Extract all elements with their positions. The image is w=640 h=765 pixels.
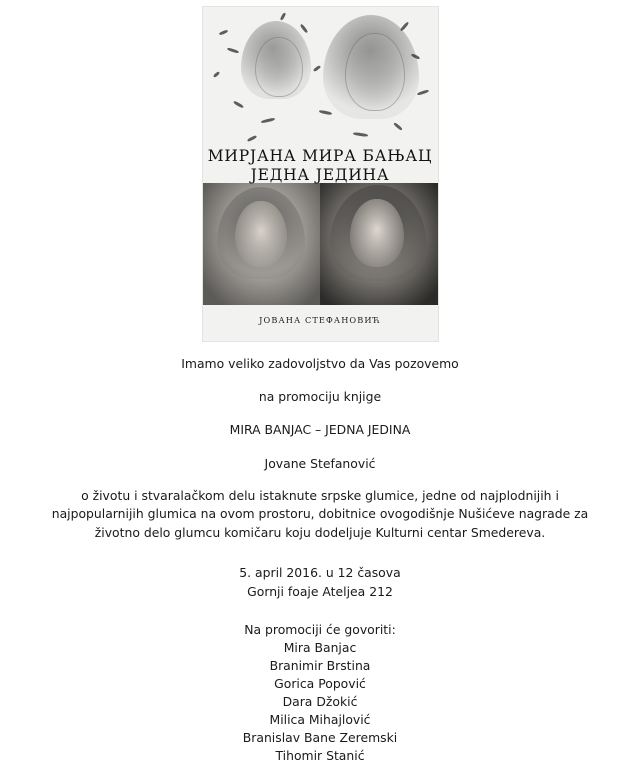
speaker-name: Milica Mihajlović	[269, 712, 371, 728]
sketch-face-right	[345, 33, 405, 111]
cover-title-line-2: ЈЕДНА ЈЕДИНА	[250, 166, 390, 185]
ink-speck	[279, 12, 286, 20]
book-cover-image	[202, 6, 439, 342]
spacer	[35, 473, 605, 487]
ink-speck	[226, 47, 238, 54]
sketch-face-left	[255, 37, 303, 97]
spacer	[35, 601, 605, 621]
speakers-block	[35, 621, 605, 765]
ink-speck	[393, 122, 403, 131]
spacer	[35, 440, 605, 454]
ink-speck	[352, 132, 367, 137]
cover-author-name: ЈОВАНА СТЕФАНОВИЋ	[259, 314, 381, 325]
ink-speck	[312, 65, 320, 72]
cover-title-block	[203, 147, 438, 186]
event-date-time: 5. april 2016. u 12 časova	[239, 564, 401, 580]
ink-speck	[399, 21, 409, 31]
ink-speck	[318, 110, 331, 116]
book-title: MIRA BANJAC – JEDNA JEDINA	[229, 422, 411, 438]
ink-speck	[212, 71, 219, 78]
speakers-heading: Na promociji će govoriti:	[244, 622, 396, 638]
ink-speck	[218, 29, 227, 35]
cover-photo-left	[203, 183, 321, 305]
book-description: o životu i stvaralačkom delu istaknute srpske glumice, jedne od najplodnijih i najpopularnijih glumica na ovom prostoru, dobitnice ovogodišnje Nušićeve nagrade za životno delo glumcu komičaru koju dodeljuje Kulturni centar Smedereva.	[51, 487, 589, 541]
speaker-name: Gorica Popović	[274, 676, 366, 692]
invitation-line-1: Imamo veliko zadovoljstvo da Vas pozovemo	[181, 355, 459, 371]
cover-photo-right	[320, 183, 438, 305]
ink-speck	[246, 135, 256, 142]
speaker-name: Mira Banjac	[283, 640, 357, 656]
cover-bottom-photos	[203, 183, 438, 305]
spacer	[35, 543, 605, 563]
cover-title-line-1: МИРЈАНА МИРА БАЊАЦ	[207, 147, 433, 165]
spacer	[35, 406, 605, 420]
speaker-name: Tihomir Stanić	[275, 748, 365, 764]
ink-speck	[416, 89, 428, 96]
photo-face-right	[350, 199, 404, 267]
speaker-name: Branimir Brstina	[269, 658, 371, 674]
ink-speck	[299, 24, 308, 34]
invitation-text	[35, 354, 605, 765]
cover-top-artwork	[203, 7, 438, 152]
ink-speck	[232, 100, 243, 108]
invitation-line-2: na promociju knjige	[258, 389, 382, 405]
event-venue: Gornji foaje Ateljea 212	[247, 583, 393, 599]
speaker-name: Branislav Bane Zeremski	[242, 730, 398, 746]
speaker-name: Dara Džokić	[282, 694, 358, 710]
spacer	[35, 373, 605, 387]
book-author: Jovane Stefanović	[264, 455, 376, 471]
photo-face-left	[235, 201, 287, 267]
ink-speck	[260, 117, 274, 123]
